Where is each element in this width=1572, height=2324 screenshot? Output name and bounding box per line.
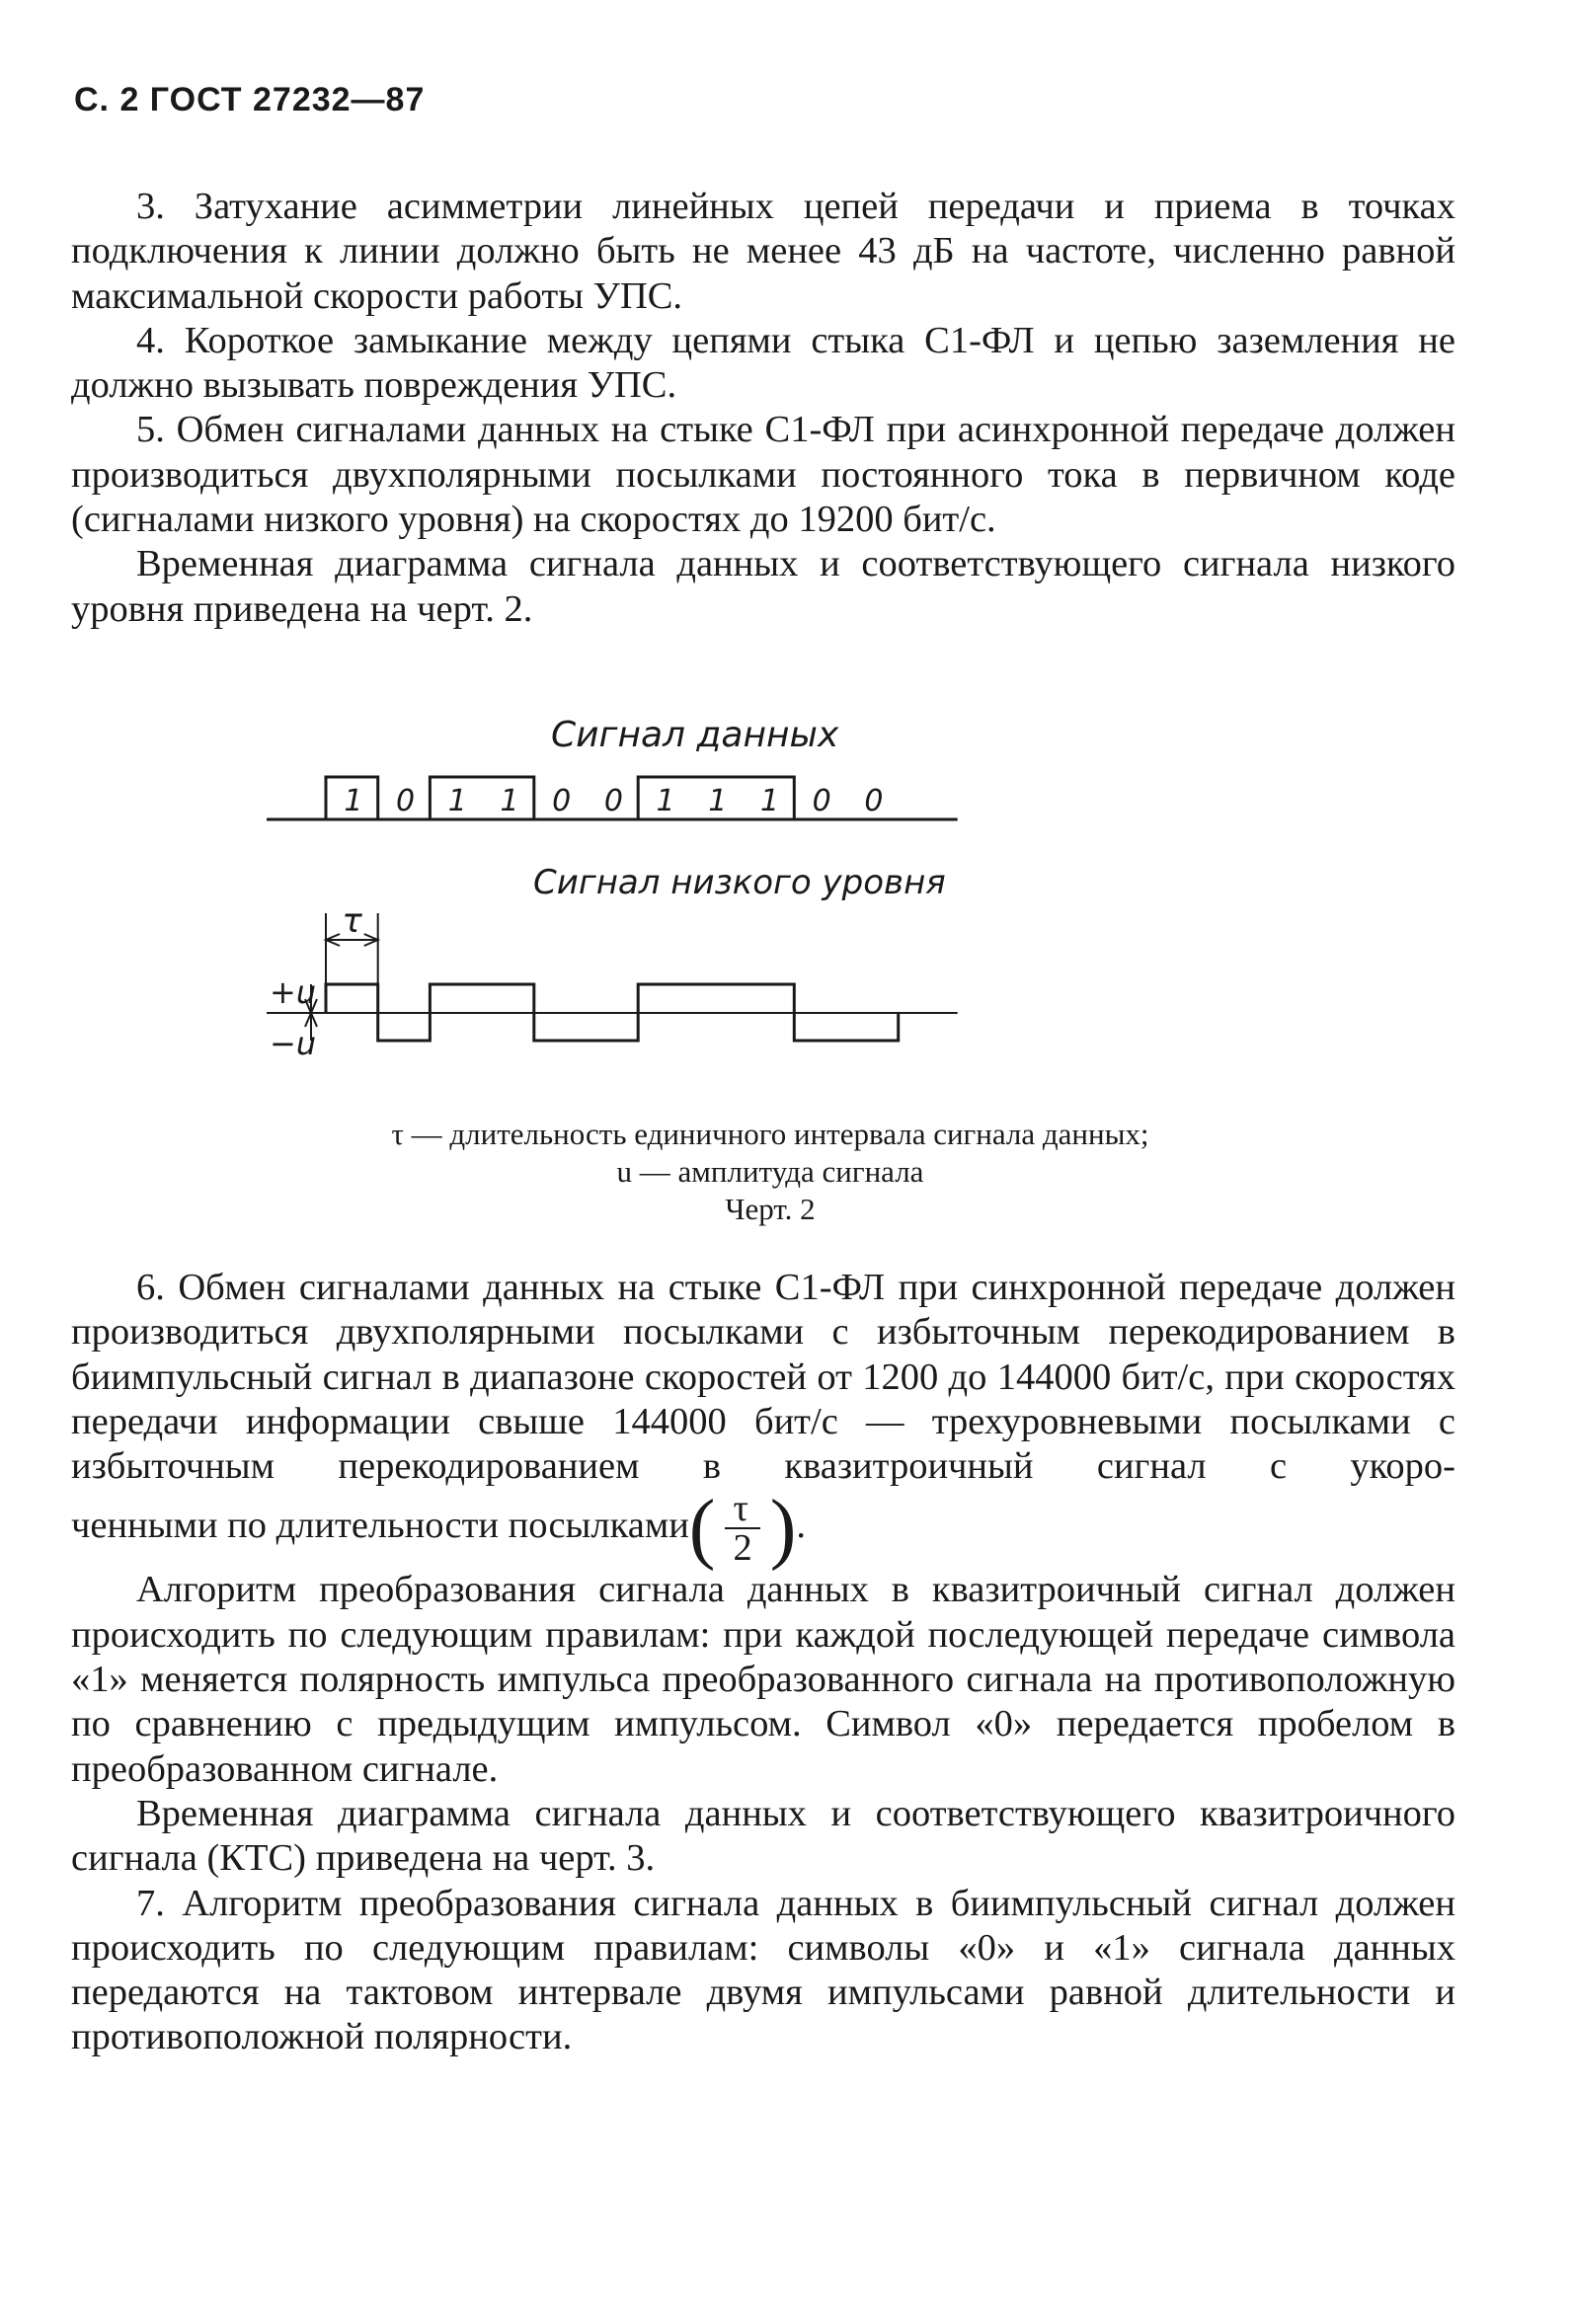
fraction-numerator: τ <box>725 1490 759 1529</box>
minus-u-label: −u <box>270 1025 317 1062</box>
paragraph-6-figure-ref: Временная диаграмма сигнала данных и соответствующего квазитроичного сигнала (КТС) приведена на черт. 3. <box>71 1792 1455 1880</box>
bit-label: 1 <box>656 784 675 818</box>
left-paren: ( <box>688 1485 716 1573</box>
paragraph-6-tail <box>71 1485 1455 1573</box>
bit-label: 1 <box>344 784 363 818</box>
fraction-tau-over-2 <box>725 1488 759 1570</box>
body-text-bottom <box>71 1266 1455 2060</box>
low-level-waveform <box>267 984 958 1041</box>
running-header: С. 2 ГОСТ 27232—87 <box>74 81 426 118</box>
paragraph-5: 5. Обмен сигналами данных на стыке С1-ФЛ при асинхронной передаче должен производиться двухполярными посылками постоянного тока в первичном коде (сигналами низкого уровня) на скоростях до 19200 бит/с. <box>71 409 1455 541</box>
fraction-denominator: 2 <box>733 1527 752 1570</box>
paragraph-6: 6. Обмен сигналами данных на стыке С1-ФЛ при синхронной передаче должен производиться двухполярными посылками с избыточным перекодированием в биимпульсный сигнал в диапазоне скоростей от 1200 до 144000 бит/с, при скоростях передачи информации свыше 144000 бит/с — трехуровневыми посылками с избыточным перекодированием в квазитроичный сигнал с укоро- <box>71 1267 1455 1488</box>
figure-number: Черт. 2 <box>725 1192 816 1226</box>
figure-2-diagram <box>247 711 1254 1086</box>
bit-label: 0 <box>396 784 416 818</box>
paragraph-4: 4. Короткое замыкание между цепями стыка С1-ФЛ и цепью заземления не должно вызывать повреждения УПС. <box>71 319 1455 407</box>
bit-label: 0 <box>552 784 572 818</box>
bit-label: 1 <box>447 784 467 818</box>
paragraph-7: 7. Алгоритм преобразования сигнала данных в биимпульсный сигнал должен происходить по следующим правилам: символы «0» и «1» сигнала данных передаются на тактовом интервале двумя импульсами равной длительности и противоположной полярности. <box>71 1882 1455 2058</box>
bit-label: 0 <box>812 784 831 818</box>
paragraph-5-figure-ref: Временная диаграмма сигнала данных и соответствующего сигнала низкого уровня приведена на черт. 2. <box>71 543 1455 630</box>
plus-u-label: +u <box>270 973 317 1011</box>
paragraph-3: 3. Затухание асимметрии линейных цепей передачи и приема в точках подключения к линии должно быть не менее 43 дБ на частоте, численно равной максимальной скорости работы УПС. <box>71 186 1455 317</box>
bit-label: 0 <box>864 784 884 818</box>
tau-dimension <box>326 901 378 984</box>
low-level-signal-title: Сигнал низкого уровня <box>533 863 946 902</box>
caption-u-definition: u — амплитуда сигнала <box>616 1154 924 1189</box>
bit-label: 1 <box>500 784 519 818</box>
caption-tau-definition: τ — длительность единичного интервала сигнала данных; <box>391 1117 1149 1151</box>
tau-label: τ <box>342 901 362 941</box>
figure-caption <box>286 1116 1254 1228</box>
data-signal-title: Сигнал данных <box>551 715 839 755</box>
paragraph-6-tail-text: ченными по длительности посылками <box>71 1505 689 1547</box>
paragraph-6-algorithm: Алгоритм преобразования сигнала данных в квазитроичный сигнал должен происходить по следующим правилам: при каждой последующей передаче символа «1» меняется полярность импульса преобразованного сигнала на противоположную по сравнению с предыдущим импульсом. Символ «0» передается пробелом в преобразованном сигнале. <box>71 1569 1455 1790</box>
bit-label: 1 <box>708 784 728 818</box>
bit-label: 1 <box>759 784 780 818</box>
timing-diagram <box>247 711 1254 1086</box>
right-paren: ) <box>769 1485 797 1573</box>
fraction-trailing: . <box>796 1505 806 1547</box>
data-signal-bits <box>267 777 958 819</box>
bit-label: 0 <box>603 784 623 818</box>
body-text-top <box>71 185 1455 632</box>
